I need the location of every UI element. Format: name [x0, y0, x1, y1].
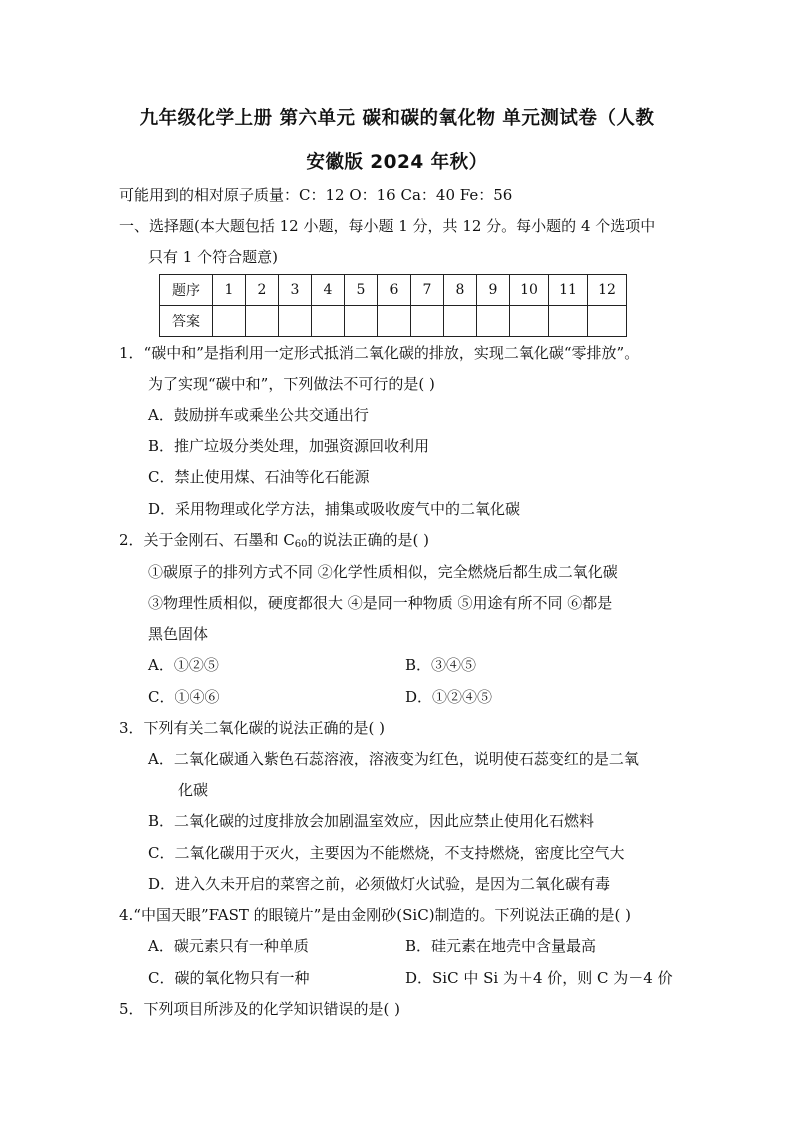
q4-stem: 4.“中国天眼”FAST 的眼镜片”是由金刚砂(SiC)制造的。下列说法正确的是( ): [119, 906, 632, 924]
section1-heading: 一、选择题(本大题包括 12 小题，每小题 1 分，共 12 分。每小题的 4 个选项中: [119, 217, 656, 235]
table-number-cell: 2: [246, 275, 279, 306]
table-number-cell: 10: [510, 275, 549, 306]
q2-stem-subscript: 60: [294, 539, 308, 550]
q3-stem: 3．下列有关二氧化碳的说法正确的是( ): [119, 719, 386, 737]
q1-option-c: C．禁止使用煤、石油等化石能源: [148, 468, 370, 486]
q1-option-b: B．推广垃圾分类处理，加强资源回收利用: [148, 437, 430, 455]
answer-table-number-row: [160, 275, 627, 306]
q1-stem-cont: 为了实现“碳中和”，下列做法不可行的是( ): [148, 375, 435, 393]
q4-option-a: A．碳元素只有一种单质: [148, 937, 309, 955]
q2-option-a: A．①②⑤: [148, 656, 219, 674]
q2-statement-line1: ①碳原子的排列方式不同 ②化学性质相似，完全燃烧后都生成二氧化碳: [148, 563, 618, 581]
answer-cell[interactable]: [477, 306, 510, 337]
q2-option-b: B．③④⑤: [405, 656, 477, 674]
table-number-cell: 7: [411, 275, 444, 306]
q3-option-d: D．进入久未开启的菜窖之前，必须做灯火试验，是因为二氧化碳有毒: [148, 875, 611, 893]
q4-option-d: D．SiC 中 Si 为＋4 价，则 C 为－4 价: [405, 969, 673, 987]
table-number-cell: 5: [345, 275, 378, 306]
q4-option-c: C．碳的氧化物只有一种: [148, 969, 310, 987]
table-number-cell: 9: [477, 275, 510, 306]
answer-cell[interactable]: [378, 306, 411, 337]
q2-stem: [119, 530, 429, 555]
answer-cell[interactable]: [279, 306, 312, 337]
table-number-cell: 11: [549, 275, 588, 306]
table-number-cell: 12: [588, 275, 627, 306]
q2-stem-post: 的说法正确的是( ): [307, 531, 430, 549]
answer-table-answer-row: [160, 306, 627, 337]
table-header-number: 题序: [160, 275, 213, 306]
q1-stem: 1．“碳中和”是指利用一定形式抵消二氧化碳的排放，实现二氧化碳“零排放”。: [119, 344, 640, 362]
table-number-cell: 8: [444, 275, 477, 306]
table-number-cell: 4: [312, 275, 345, 306]
answer-cell[interactable]: [510, 306, 549, 337]
q2-statement-line3: 黑色固体: [148, 625, 209, 643]
table-number-cell: 1: [213, 275, 246, 306]
q2-stem-pre: 2．关于金刚石、石墨和 C: [119, 531, 295, 549]
q1-option-a: A．鼓励拼车或乘坐公共交通出行: [148, 406, 369, 424]
q2-option-d: D．①②④⑤: [405, 688, 493, 706]
q3-option-b: B．二氧化碳的过度排放会加剧温室效应，因此应禁止使用化石燃料: [148, 812, 595, 830]
q3-option-c: C．二氧化碳用于灭火，主要因为不能燃烧，不支持燃烧，密度比空气大: [148, 844, 625, 862]
exam-title-line2: 安徽版 2024 年秋）: [306, 152, 488, 173]
table-header-answer: 答案: [160, 306, 213, 337]
answer-cell[interactable]: [588, 306, 627, 337]
answer-cell[interactable]: [345, 306, 378, 337]
table-number-cell: 6: [378, 275, 411, 306]
answer-table: [159, 274, 627, 337]
answer-cell[interactable]: [213, 306, 246, 337]
q2-statement-line2: ③物理性质相似，硬度都很大 ④是同一种物质 ⑤用途有所不同 ⑥都是: [148, 594, 613, 612]
answer-cell[interactable]: [411, 306, 444, 337]
exam-title-line1: 九年级化学上册 第六单元 碳和碳的氧化物 单元测试卷（人教: [139, 108, 655, 129]
q2-option-c: C．①④⑥: [148, 688, 220, 706]
q4-option-b: B．硅元素在地壳中含量最高: [405, 937, 597, 955]
answer-cell[interactable]: [312, 306, 345, 337]
answer-cell[interactable]: [444, 306, 477, 337]
q5-stem: 5．下列项目所涉及的化学知识错误的是( ): [119, 1000, 401, 1018]
q3-option-a-cont: 化碳: [178, 781, 209, 799]
section1-heading-cont: 只有 1 个符合题意): [148, 248, 278, 266]
answer-cell[interactable]: [246, 306, 279, 337]
atomic-mass-note: 可能用到的相对原子质量：C：12 O：16 Ca：40 Fe：56: [119, 186, 513, 204]
q1-option-d: D．采用物理或化学方法，捕集或吸收废气中的二氧化碳: [148, 500, 521, 518]
q3-option-a: A．二氧化碳通入紫色石蕊溶液，溶液变为红色，说明使石蕊变红的是二氧: [148, 750, 639, 768]
answer-cell[interactable]: [549, 306, 588, 337]
table-number-cell: 3: [279, 275, 312, 306]
